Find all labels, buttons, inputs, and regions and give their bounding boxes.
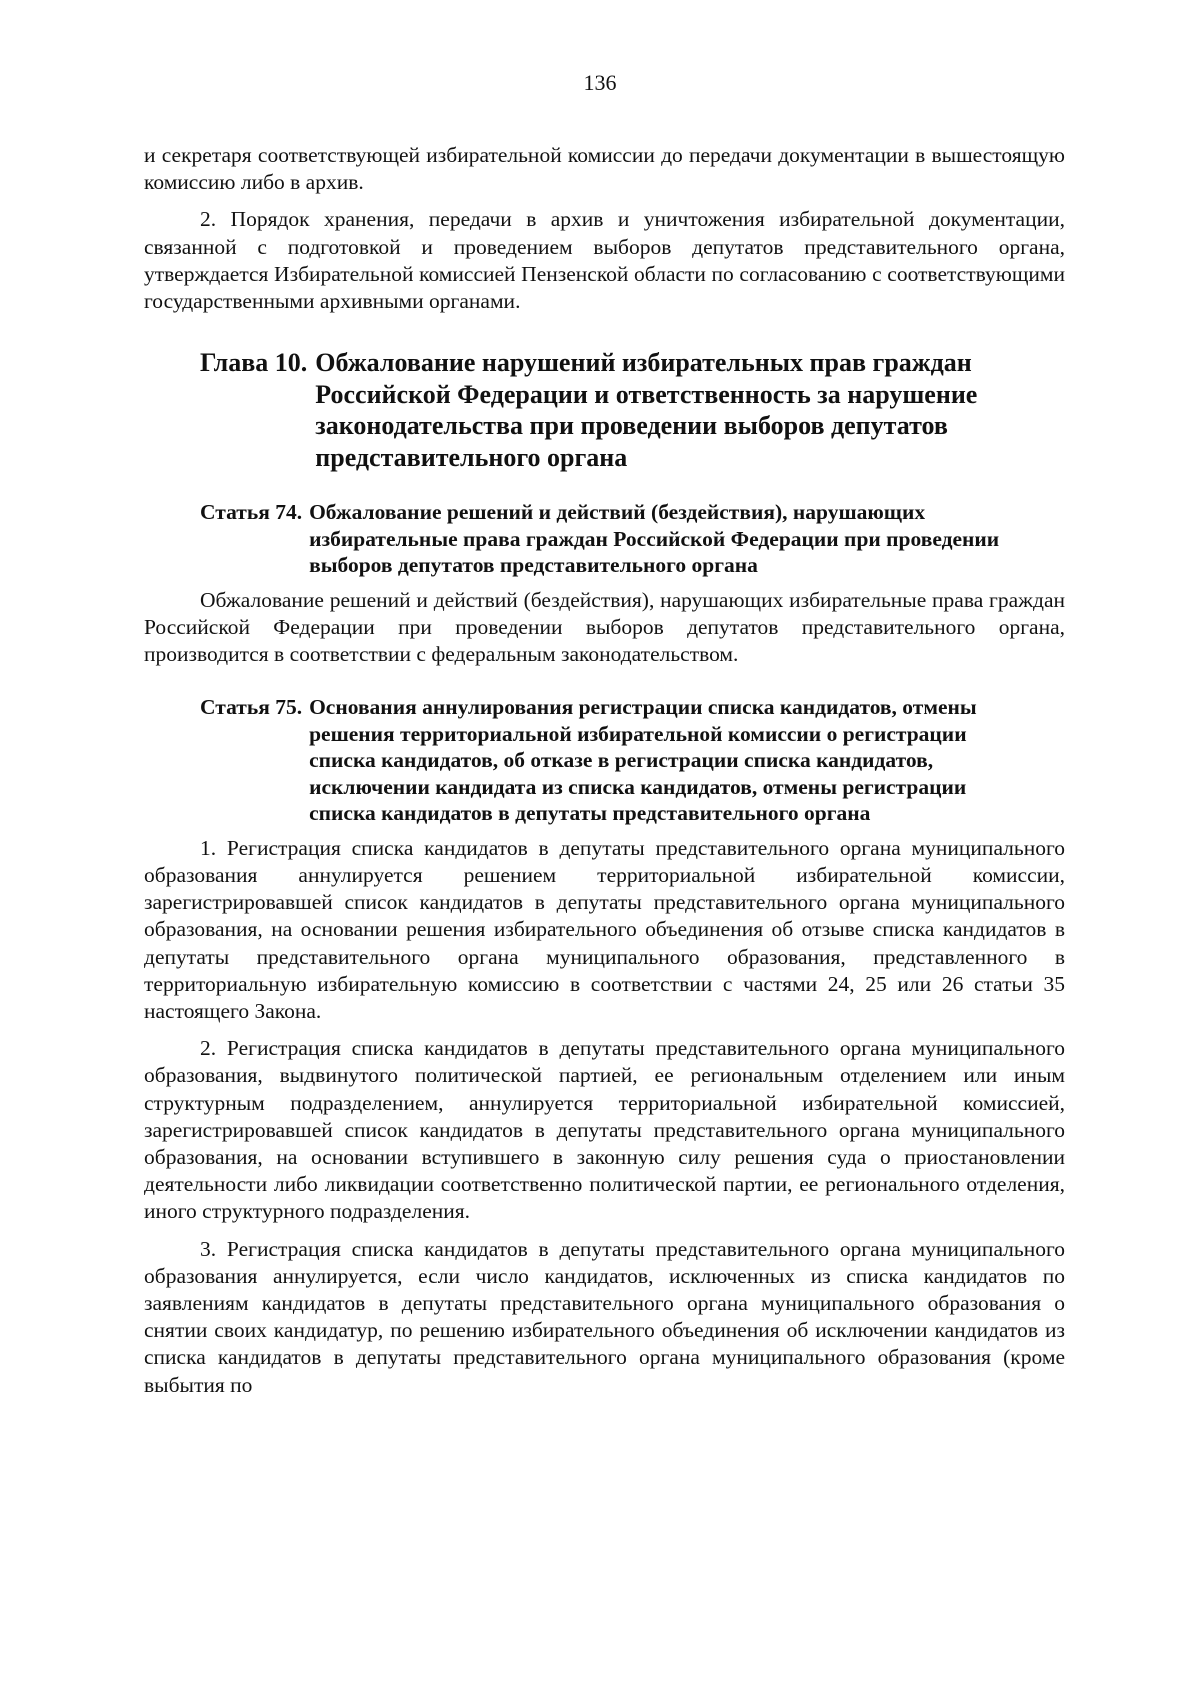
page-content [144, 142, 1065, 1399]
continuation-paragraph: и секретаря соответствующей избирательной комиссии до передачи документации в вышестоящую комиссию либо в архив. [144, 143, 1065, 195]
paragraph: 2. Порядок хранения, передачи в архив и уничтожения избирательной документации, связанной с подготовкой и проведением выборов депутатов представительного органа, утверждается Избирательной комиссией Пензенской области по согласованию с соответствующими государственными архивными органами. [144, 207, 1065, 314]
article-title: Основания аннулирования регистрации списка кандидатов, отмены решения территориальной избирательной комиссии о регистрации списка кандидатов, об отказе в регистрации списка кандидатов, исключении кандидата из списка кандидатов, отмены регистрации списка кандидатов в депутаты представительного органа [309, 695, 977, 826]
article-heading [200, 499, 1065, 579]
article-title: Обжалование решений и действий (бездействия), нарушающих избирательные права граждан Российской Федерации при проведении выборов депутатов представительного органа [309, 500, 1000, 578]
article-label: Статья 74. [200, 500, 303, 525]
paragraph: 2. Регистрация списка кандидатов в депутаты представительного органа муниципального образования, выдвинутого политической партией, ее региональным отделением или иным структурным подразделением, аннулируется территориальной избирательной комиссией, зарегистрировавшей список кандидатов в депутаты представительного органа муниципального образования, на основании вступившего в законную силу решения суда о приостановлении деятельности либо ликвидации соответственно политической партии, ее регионального отделения, иного структурного подразделения. [144, 1036, 1065, 1224]
paragraph: 1. Регистрация списка кандидатов в депутаты представительного органа муниципального образования аннулируется решением территориальной избирательной комиссии, зарегистрировавшей список кандидатов в депутаты представительного органа муниципального образования, на основании решения избирательного объединения об отзыве списка кандидатов в депутаты представительного органа муниципального образования, представленного в территориальную избирательную комиссию в соответствии с частями 24, 25 или 26 статьи 35 настоящего Закона. [144, 835, 1065, 1024]
paragraph: Обжалование решений и действий (бездействия), нарушающих избирательные права граждан Российской Федерации при проведении выборов депутатов представительного органа, производится в соответствии с федеральным законодательством. [144, 587, 1065, 667]
chapter-label: Глава 10. [200, 348, 308, 378]
paragraph: 3. Регистрация списка кандидатов в депутаты представительного органа муниципального образования аннулируется, если число кандидатов, исключенных из списка кандидатов по заявлениям кандидатов в депутаты представительного органа муниципального образования о снятии своих кандидатур, по решению избирательного объединения об исключении кандидатов из списка кандидатов в депутаты представительного органа муниципального образования (кроме выбытия по [144, 1236, 1065, 1397]
chapter-title: Обжалование нарушений избирательных прав граждан Российской Федерации и ответственность за нарушение законодательства при проведении выборов депутатов представительного органа [315, 348, 978, 472]
article-heading [200, 694, 1065, 827]
article-label: Статья 75. [200, 695, 303, 720]
chapter-heading [200, 347, 1065, 473]
page-number: 136 [583, 70, 617, 95]
